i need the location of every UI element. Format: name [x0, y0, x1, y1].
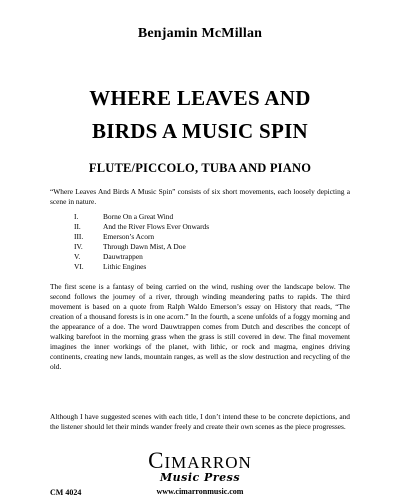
- description-paragraph: The first scene is a fantasy of being carried on the wind, rushing over the landscape below. The second follows the journey of a river, through winding meandering paths to rapids. The third movement is based on a quote from Ralph Waldo Emerson’s essay on History that reads, “The creation of a thousand forests is in one acorn.” In the fourth, a scene unfolds of a foggy morning and the appearance of a doe. The word Dauwtrappen comes from Dutch and describes the concept of walking barefoot in the morning grass when the grass is still covered in dew. The final movement imagines the inner workings of the planet, with lithic, or rock and magma, engines driving continents, creating new lands, mountain ranges, as well as the slow destruction and recycling of the old.: [50, 282, 350, 371]
- movement-title: And the River Flows Ever Onwards: [103, 222, 210, 231]
- movement-title: Emerson’s Acorn: [103, 232, 155, 241]
- publisher-subtitle: Music Press: [159, 471, 241, 484]
- movement-title: Dauwtrappen: [103, 252, 143, 261]
- catalog-number: CM 4024: [50, 488, 82, 497]
- list-item: [74, 212, 334, 222]
- title-line-2: BIRDS A MUSIC SPIN: [91, 119, 309, 143]
- intro-paragraph: “Where Leaves And Birds A Music Spin” consists of six short movements, each loosely depicting a scene in nature.: [50, 187, 350, 206]
- movement-title: Lithic Engines: [103, 262, 147, 271]
- list-item: [74, 262, 334, 272]
- list-item: [74, 252, 334, 262]
- publisher-name-rest: IMARRON: [164, 453, 252, 472]
- movement-number: VI.: [74, 262, 84, 271]
- movement-number: IV.: [74, 242, 83, 251]
- movement-list: [74, 212, 334, 272]
- closing-paragraph: Although I have suggested scenes with each title, I don’t intend these to be concrete depictions, and the listener should let their minds wander freely and create their own scenes as the piece progresses.: [50, 412, 350, 431]
- movement-number: I.: [74, 212, 79, 221]
- publisher-website: www.cimarronmusic.com: [156, 487, 244, 496]
- list-item: [74, 242, 334, 252]
- movement-title: Borne On a Great Wind: [103, 212, 174, 221]
- piece-title: [0, 82, 400, 148]
- publisher-logo: [100, 448, 300, 484]
- list-item: [74, 232, 334, 242]
- title-line-1: WHERE LEAVES AND: [89, 86, 311, 110]
- movement-number: II.: [74, 222, 81, 231]
- movement-title: Through Dawn Mist, A Doe: [103, 242, 186, 251]
- composer-name: Benjamin McMillan: [137, 26, 263, 41]
- movement-number: V.: [74, 252, 81, 261]
- publisher-name-initial: C: [148, 448, 165, 473]
- instrumentation: FLUTE/PICCOLO, TUBA AND PIANO: [88, 161, 312, 175]
- publisher-name: [100, 448, 300, 473]
- movement-number: III.: [74, 232, 84, 241]
- list-item: [74, 222, 334, 232]
